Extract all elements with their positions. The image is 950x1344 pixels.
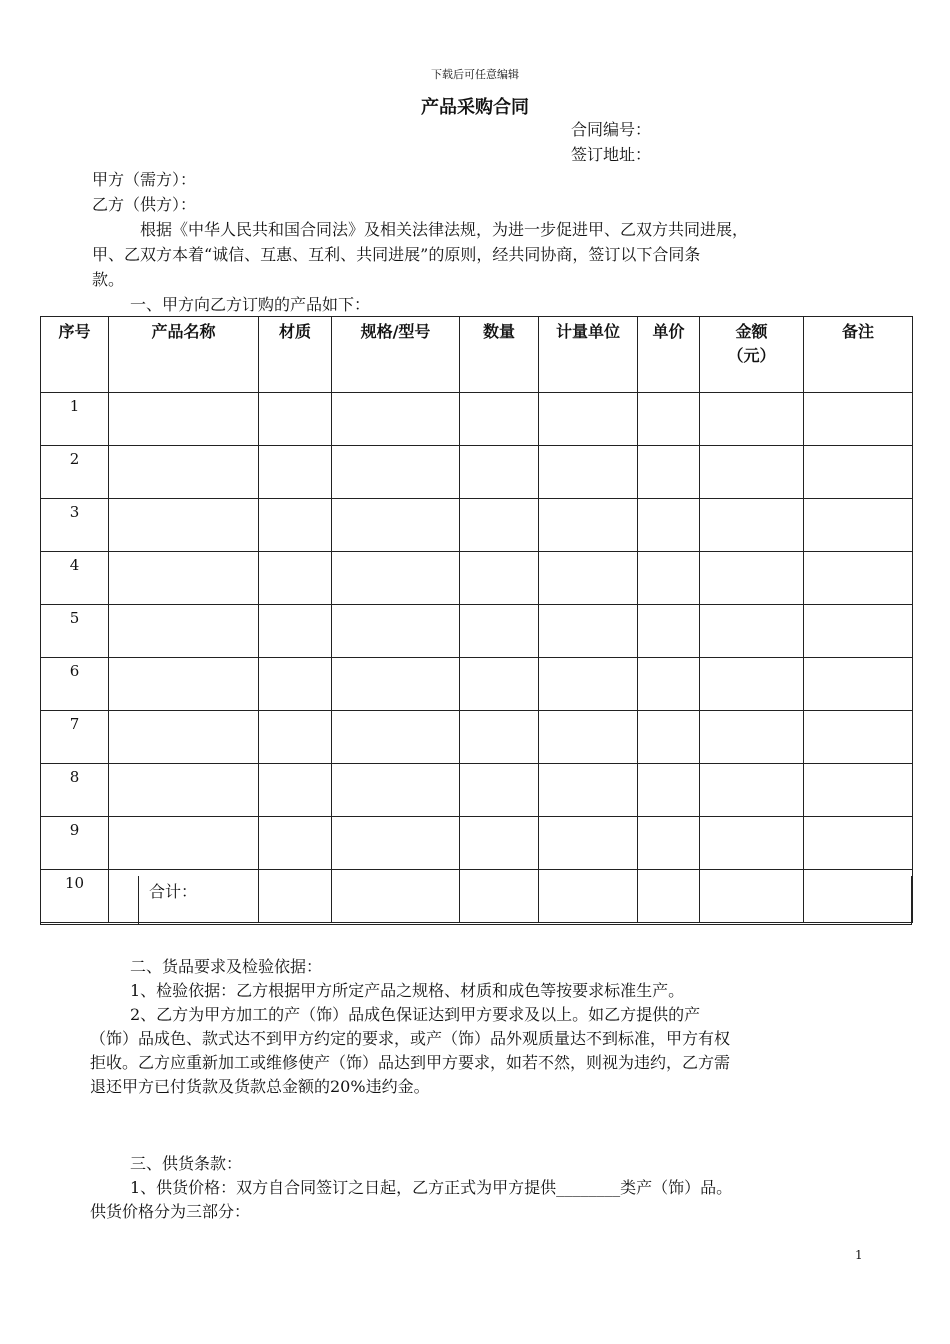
table-header-row: [41, 317, 913, 393]
table-total-row: [40, 876, 912, 925]
table-row: [41, 393, 913, 446]
table-cell: [804, 658, 913, 711]
table-row: [41, 658, 913, 711]
total-label: 合计：: [149, 882, 198, 901]
row-index-cell: 2: [41, 446, 109, 499]
table-cell: [638, 393, 700, 446]
table-cell: [700, 446, 804, 499]
table-cell: [539, 446, 638, 499]
table-cell: [109, 446, 259, 499]
table-cell: [259, 658, 332, 711]
header-note: 下载后可任意编辑: [431, 68, 519, 81]
header-unit-price: 单价: [638, 317, 700, 393]
table-cell: [109, 711, 259, 764]
table-cell: [259, 711, 332, 764]
preamble-line-2: 甲、乙双方本着“诚信、互惠、互利、共同进展”的原则，经共同协商，签订以下合同条: [92, 245, 701, 264]
table-cell: [804, 446, 913, 499]
table-cell: [539, 817, 638, 870]
row-index-cell: 5: [41, 605, 109, 658]
table-cell: [638, 817, 700, 870]
table-cell: [539, 393, 638, 446]
table-cell: [109, 658, 259, 711]
header-index: 序号: [41, 317, 109, 393]
sign-place-label: 签订地址：: [571, 145, 652, 164]
table-cell: [700, 605, 804, 658]
table-cell: [804, 605, 913, 658]
table-cell: [539, 711, 638, 764]
table-cell: [259, 499, 332, 552]
table-cell: [804, 817, 913, 870]
header-unit: 计量单位: [539, 317, 638, 393]
table-cell: [638, 764, 700, 817]
table-cell: [259, 817, 332, 870]
table-cell: [460, 711, 539, 764]
table-row: [41, 605, 913, 658]
party-b-label: 乙方（供方）：: [92, 195, 197, 214]
table-cell: [109, 764, 259, 817]
preamble-line-3: 款。: [92, 270, 125, 289]
table-cell: [539, 658, 638, 711]
table-cell: [259, 446, 332, 499]
table-cell: [700, 764, 804, 817]
table-cell: [109, 393, 259, 446]
row-index-cell: 1: [41, 393, 109, 446]
section-2-title: 二、货品要求及检验依据：: [130, 957, 323, 976]
table-cell: [460, 605, 539, 658]
table-cell: [332, 764, 460, 817]
table-cell: [700, 817, 804, 870]
table-cell: [259, 764, 332, 817]
product-table: [40, 316, 913, 923]
table-cell: [539, 552, 638, 605]
table-cell: [460, 393, 539, 446]
table-cell: [539, 499, 638, 552]
table-row: [41, 446, 913, 499]
row-index-cell: 7: [41, 711, 109, 764]
table-cell: [109, 552, 259, 605]
table-cell: [638, 446, 700, 499]
section-2-item-2-line-1: 2、乙方为甲方加工的产（饰）品成色保证达到甲方要求及以上。如乙方提供的产: [130, 1005, 701, 1024]
section-2-item-2-line-2: （饰）品成色、款式达不到甲方约定的要求，或产（饰）品外观质量达不到标准，甲方有权: [90, 1029, 731, 1048]
table-cell: [460, 499, 539, 552]
section-2-item-1: 1、检验依据：乙方根据甲方所定产品之规格、材质和成色等按要求标准生产。: [130, 981, 685, 1000]
table-cell: [539, 605, 638, 658]
table-row: [41, 817, 913, 870]
table-cell: [259, 552, 332, 605]
table-cell: [638, 711, 700, 764]
table-row: [41, 499, 913, 552]
preamble-line-1: 根据《中华人民共和国合同法》及相关法律法规，为进一步促进甲、乙双方共同进展，: [140, 220, 749, 239]
table-cell: [804, 393, 913, 446]
table-cell: [460, 446, 539, 499]
contract-number-label: 合同编号：: [571, 120, 652, 139]
table-cell: [804, 711, 913, 764]
header-remarks: 备注: [804, 317, 913, 393]
table-row: [41, 711, 913, 764]
table-cell: [332, 817, 460, 870]
section-3-item-1-line-1: 1、供货价格：双方自合同签订之日起，乙方正式为甲方提供________类产（饰）品。: [130, 1178, 733, 1197]
table-cell: [259, 393, 332, 446]
header-amount: 金额（元）: [700, 317, 804, 393]
total-divider: [138, 876, 139, 924]
row-index-cell: 10: [41, 870, 109, 923]
table-cell: [700, 499, 804, 552]
table-cell: [332, 499, 460, 552]
header-spec-model: 规格/型号: [332, 317, 460, 393]
table-row: [41, 764, 913, 817]
row-index-cell: 6: [41, 658, 109, 711]
table-body: [41, 393, 913, 923]
table-cell: [460, 658, 539, 711]
table-row: [41, 552, 913, 605]
table-cell: [700, 711, 804, 764]
table-cell: [460, 764, 539, 817]
document-title: 产品采购合同: [421, 97, 529, 118]
page-number: 1: [855, 1248, 863, 1262]
header-material: 材质: [259, 317, 332, 393]
table-cell: [109, 817, 259, 870]
table-cell: [638, 552, 700, 605]
table-cell: [259, 605, 332, 658]
table-cell: [460, 817, 539, 870]
table-cell: [332, 446, 460, 499]
table-cell: [638, 499, 700, 552]
table-cell: [638, 658, 700, 711]
table-cell: [460, 552, 539, 605]
section-1-title: 一、甲方向乙方订购的产品如下：: [130, 295, 371, 314]
table-cell: [638, 605, 700, 658]
header-quantity: 数量: [460, 317, 539, 393]
row-index-cell: 4: [41, 552, 109, 605]
table-cell: [109, 499, 259, 552]
table-cell: [539, 764, 638, 817]
table-cell: [804, 499, 913, 552]
table-cell: [109, 605, 259, 658]
table-cell: [332, 605, 460, 658]
row-index-cell: 3: [41, 499, 109, 552]
row-index-cell: 9: [41, 817, 109, 870]
section-2-item-2-line-3: 拒收。乙方应重新加工或维修使产（饰）品达到甲方要求，如若不然，则视为违约，乙方需: [90, 1053, 731, 1072]
table-cell: [700, 393, 804, 446]
row-index-cell: 8: [41, 764, 109, 817]
table-cell: [804, 552, 913, 605]
table-cell: [332, 658, 460, 711]
table-cell: [700, 552, 804, 605]
table-cell: [804, 764, 913, 817]
table-cell: [700, 658, 804, 711]
table-cell: [332, 552, 460, 605]
table-cell: [332, 393, 460, 446]
table-cell: [332, 711, 460, 764]
section-3-item-1-line-2: 供货价格分为三部分：: [90, 1202, 251, 1221]
header-product-name: 产品名称: [109, 317, 259, 393]
party-a-label: 甲方（需方）：: [92, 170, 197, 189]
section-3-title: 三、供货条款：: [130, 1154, 243, 1173]
section-2-item-2-line-4: 退还甲方已付货款及货款总金额的20%违约金。: [90, 1077, 430, 1096]
